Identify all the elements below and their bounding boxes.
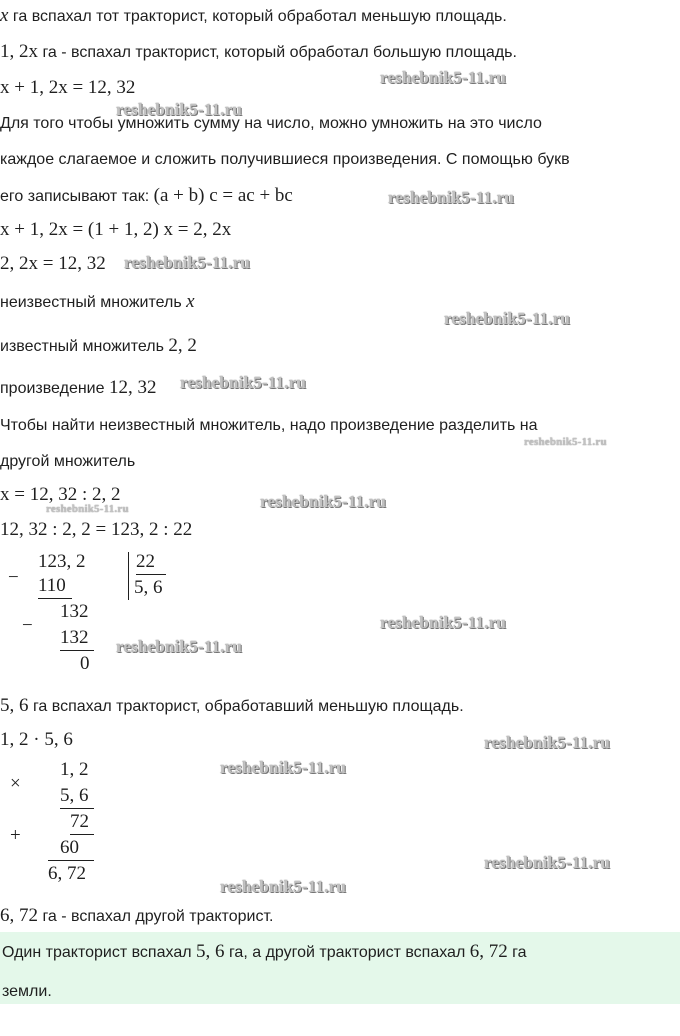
watermark: reshebnik5-11.ru [388,188,515,207]
equation-5: 12, 32 : 2, 2 = 123, 2 : 22 [0,519,193,540]
watermark: reshebnik5-11.ru [220,877,347,896]
division-quotient: 5, 6 [134,577,163,598]
answer-box [0,932,680,1004]
watermark: reshebnik5-11.ru [180,373,307,392]
mult-partial-1: 72 [70,810,94,835]
watermark: reshebnik5-11.ru [484,853,611,872]
line-1: x га вспахал тот тракторист, который обработал меньшую площадь. [0,5,507,26]
watermark: reshebnik5-11.ru [220,758,347,777]
rule-text-4: Чтобы найти неизвестный множитель, надо произведение разделить на [0,417,538,434]
rule-text-1: Для того чтобы умножить сумму на число, можно умножить на это число [0,115,542,132]
division-bar [128,552,129,600]
watermark: reshebnik5-11.ru [116,100,243,119]
division-dividend: 123, 2 [38,551,86,572]
mult-plus-sign: + [10,825,21,846]
watermark: reshebnik5-11.ru [380,613,507,632]
rule-text-2: каждое слагаемое и сложить получившиеся произведения. С помощью букв [0,151,570,168]
mult-times-sign: × [10,773,21,794]
equation-4: x = 12, 32 : 2, 2 [0,484,121,505]
watermark: reshebnik5-11.ru [260,492,387,511]
rule-text-3: его записывают так: (a + b) c = ac + bc [0,185,293,206]
answer-line-2: земли. [2,983,52,1000]
division-remainder-final: 0 [80,653,90,674]
watermark: reshebnik5-11.ru [124,253,251,272]
expr-1-2x: 1, 2x [0,41,38,62]
line-2: 1, 2x га - вспахал тракторист, который обработал большую площадь. [0,41,517,62]
unknown-factor-line: неизвестный множитель x [0,291,195,312]
equation-1: x + 1, 2x = 12, 32 [0,77,136,98]
rule-text-5: другой множитель [0,453,136,470]
division-subtrahend-1: 110 [38,574,72,599]
division-remainder-1: 132 [60,601,89,622]
equation-6: 1, 2 · 5, 6 [0,729,73,750]
watermark: reshebnik5-11.ru [484,733,611,752]
watermark: reshebnik5-11.ru [46,503,129,515]
division-minus-1: − [8,567,19,588]
watermark: reshebnik5-11.ru [380,68,507,87]
line-result-2: 6, 72 га - вспахал другой тракторист. [0,905,274,926]
answer-line-1: Один тракторист вспахал 5, 6 га, а другой тракторист вспахал 6, 72 га [2,941,527,962]
watermark: reshebnik5-11.ru [444,309,571,328]
distributive-formula: (a + b) c = ac + bc [153,185,293,206]
division-divisor: 22 [136,550,166,575]
equation-2: x + 1, 2x = (1 + 1, 2) x = 2, 2x [0,219,232,240]
mult-factor-2: 5, 6 [60,784,94,809]
mult-partial-2: 60 [48,836,94,861]
watermark: reshebnik5-11.ru [116,637,243,656]
product-line: произведение 12, 32 [0,377,157,398]
var-x: x [0,5,9,26]
division-subtrahend-2: 132 [60,626,94,651]
mult-result: 6, 72 [48,863,86,884]
line-result-1: 5, 6 га вспахал тракторист, обработавший меньшую площадь. [0,695,464,716]
mult-factor-1: 1, 2 [60,759,89,780]
watermark: reshebnik5-11.ru [524,436,607,448]
known-factor-line: известный множитель 2, 2 [0,335,197,356]
division-minus-2: − [22,615,33,636]
equation-3: 2, 2x = 12, 32 [0,253,106,274]
